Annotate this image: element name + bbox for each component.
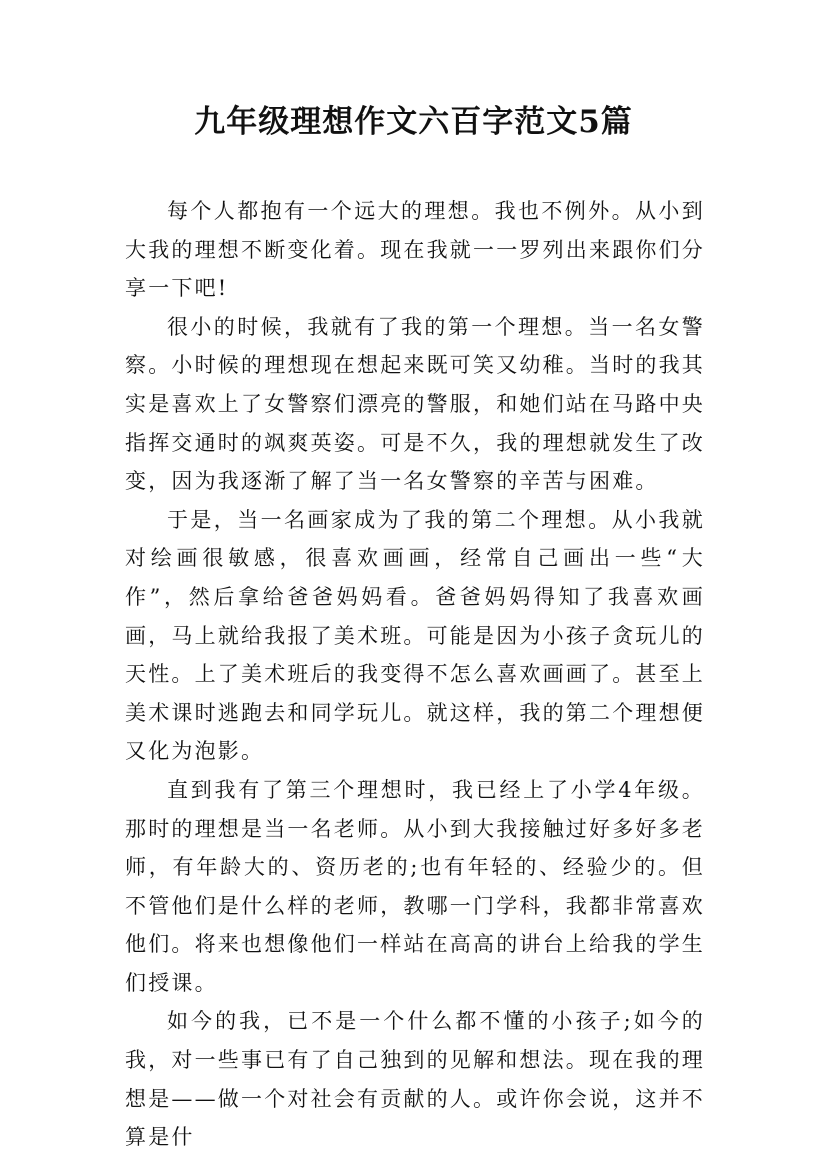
- document-title: 九年级理想作文六百字范文5篇: [194, 104, 633, 140]
- document-body: [125, 192, 705, 1157]
- paragraph-4: 直到我有了第三个理想时，我已经上了小学4年级。那时的理想是当一名老师。从小到大我接触过好多好多老师，有年龄大的、资历老的;也有年轻的、经验少的。但不管他们是什么样的老师，教哪一门学科，我都非常喜欢他们。将来也想像他们一样站在高高的讲台上给我的学生们授课。: [125, 777, 705, 995]
- paragraph-5: 如今的我，已不是一个什么都不懂的小孩子;如今的我，对一些事已有了自己独到的见解和想法。现在我的理想是——做一个对社会有贡献的人。或许你会说，这并不算是什: [125, 1009, 705, 1150]
- paragraph-3: 于是，当一名画家成为了我的第二个理想。从小我就对绘画很敏感，很喜欢画画，经常自己画出一些“大作”，然后拿给爸爸妈妈看。爸爸妈妈得知了我喜欢画画，马上就给我报了美术班。可能是因为小孩子贪玩儿的天性。上了美术班后的我变得不怎么喜欢画画了。甚至上美术课时逃跑去和同学玩儿。就这样，我的第二个理想便又化为泡影。: [125, 507, 705, 764]
- paragraph-2: 很小的时候，我就有了我的第一个理想。当一名女警察。小时候的理想现在想起来既可笑又幼稚。当时的我其实是喜欢上了女警察们漂亮的警服，和她们站在马路中央指挥交通时的飒爽英姿。可是不久，我的理想就发生了改变，因为我逐渐了解了当一名女警察的辛苦与困难。: [125, 314, 705, 494]
- paragraph-1: 每个人都抱有一个远大的理想。我也不例外。从小到大我的理想不断变化着。现在我就一一罗列出来跟你们分享一下吧!: [125, 199, 705, 301]
